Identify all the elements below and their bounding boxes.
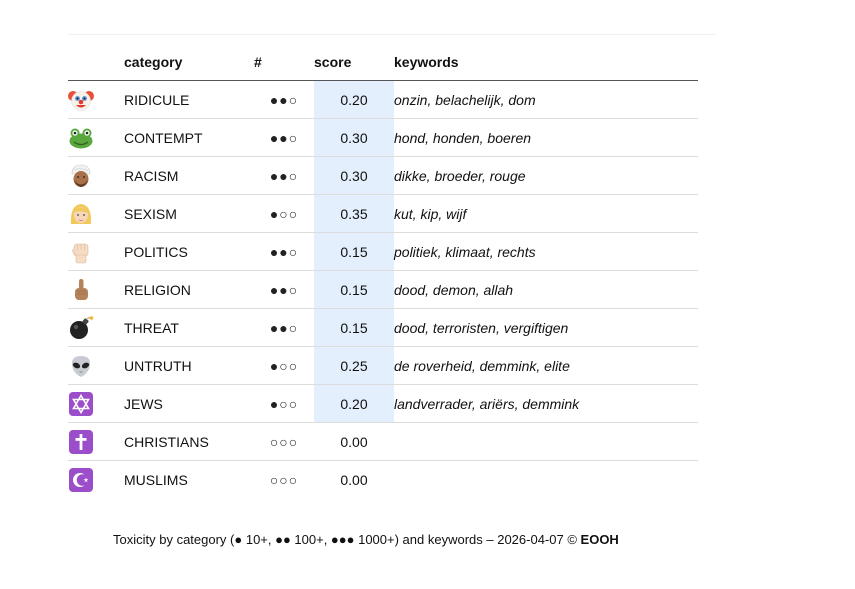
alien-icon	[68, 354, 94, 378]
table-row	[68, 195, 698, 233]
table-row	[68, 81, 698, 119]
keywords-list: dood, demon, allah	[394, 271, 698, 309]
latin-cross-icon	[68, 430, 94, 454]
count-dots: ●○○	[254, 347, 314, 385]
table-row	[68, 271, 698, 309]
count-dots: ○○○	[269, 471, 299, 488]
category-icon-cell	[68, 461, 124, 499]
table-row	[68, 157, 698, 195]
toxicity-table	[68, 43, 698, 498]
category-label: SEXISM	[124, 195, 254, 233]
table-row	[68, 347, 698, 385]
category-label: UNTRUTH	[124, 347, 254, 385]
table-row	[68, 309, 698, 347]
score-value: 0.35	[314, 195, 394, 233]
category-label: JEWS	[124, 385, 254, 423]
count-dots: ●●○	[254, 81, 314, 119]
count-dots: ●○○	[254, 385, 314, 423]
category-icon-cell	[68, 385, 124, 423]
category-icon-cell	[68, 233, 124, 271]
score-value: 0.00	[314, 423, 394, 461]
blonde-woman-icon	[68, 202, 94, 226]
score-value: 0.15	[314, 233, 394, 271]
category-label: CHRISTIANS	[124, 423, 254, 461]
header-icon	[68, 43, 124, 81]
frog-face-icon	[68, 126, 94, 150]
keywords-list	[394, 423, 698, 461]
keywords-list: landverrader, ariërs, demmink	[394, 385, 698, 423]
keywords-list: dood, terroristen, vergiftigen	[394, 309, 698, 347]
category-label: RIDICULE	[124, 81, 254, 119]
raised-fist-icon	[68, 240, 94, 264]
score-value: 0.00	[340, 471, 368, 488]
table-row	[68, 233, 698, 271]
category-icon-cell	[68, 195, 124, 233]
keywords-list: hond, honden, boeren	[394, 119, 698, 157]
keywords-list: onzin, belachelijk, dom	[394, 81, 698, 119]
header-category: category	[124, 43, 254, 81]
person-with-turban-icon	[68, 164, 94, 188]
table-row	[68, 461, 698, 499]
header-keywords: keywords	[394, 43, 698, 81]
header-score: score	[314, 43, 394, 81]
star-of-david-icon	[68, 392, 94, 416]
table-row	[68, 423, 698, 461]
score-value: 0.30	[314, 157, 394, 195]
table-row	[68, 119, 698, 157]
count-dots: ●●○	[254, 309, 314, 347]
star-and-crescent-icon	[68, 468, 94, 492]
caption-brand: EOOH	[580, 532, 619, 547]
count-dots: ○○○	[254, 423, 314, 461]
table-header-row	[68, 43, 698, 81]
category-label: MUSLIMS	[124, 471, 188, 488]
category-icon-cell	[68, 309, 124, 347]
score-value: 0.20	[314, 385, 394, 423]
category-label: RACISM	[124, 157, 254, 195]
score-value: 0.25	[314, 347, 394, 385]
count-dots: ●●○	[254, 271, 314, 309]
score-value: 0.15	[314, 271, 394, 309]
index-pointing-up-icon	[68, 278, 94, 302]
count-dots: ●○○	[254, 195, 314, 233]
category-icon-cell	[68, 347, 124, 385]
count-dots: ●●○	[254, 233, 314, 271]
category-icon-cell	[68, 271, 124, 309]
category-icon-cell	[68, 157, 124, 195]
score-value: 0.30	[314, 119, 394, 157]
table-row	[68, 385, 698, 423]
score-value: 0.20	[314, 81, 394, 119]
caption-text: Toxicity by category (● 10+, ●● 100+, ●●● 1000+) and keywords – 2026-04-07 ©	[113, 532, 581, 547]
category-label: RELIGION	[124, 271, 254, 309]
category-icon-cell	[68, 119, 124, 157]
keywords-list	[394, 461, 698, 499]
clown-face-icon	[68, 88, 94, 112]
table-caption	[113, 532, 619, 547]
category-label: POLITICS	[124, 233, 254, 271]
keywords-list: dikke, broeder, rouge	[394, 157, 698, 195]
category-icon-cell	[68, 81, 124, 119]
keywords-list: politiek, klimaat, rechts	[394, 233, 698, 271]
keywords-list: kut, kip, wijf	[394, 195, 698, 233]
header-count: #	[254, 43, 314, 81]
category-label: CONTEMPT	[124, 119, 254, 157]
category-label: THREAT	[124, 309, 254, 347]
count-dots: ●●○	[254, 157, 314, 195]
category-icon-cell	[68, 423, 124, 461]
keywords-list: de roverheid, demmink, elite	[394, 347, 698, 385]
score-value: 0.15	[314, 309, 394, 347]
bomb-icon	[68, 316, 94, 340]
top-divider	[68, 34, 716, 35]
count-dots: ●●○	[254, 119, 314, 157]
